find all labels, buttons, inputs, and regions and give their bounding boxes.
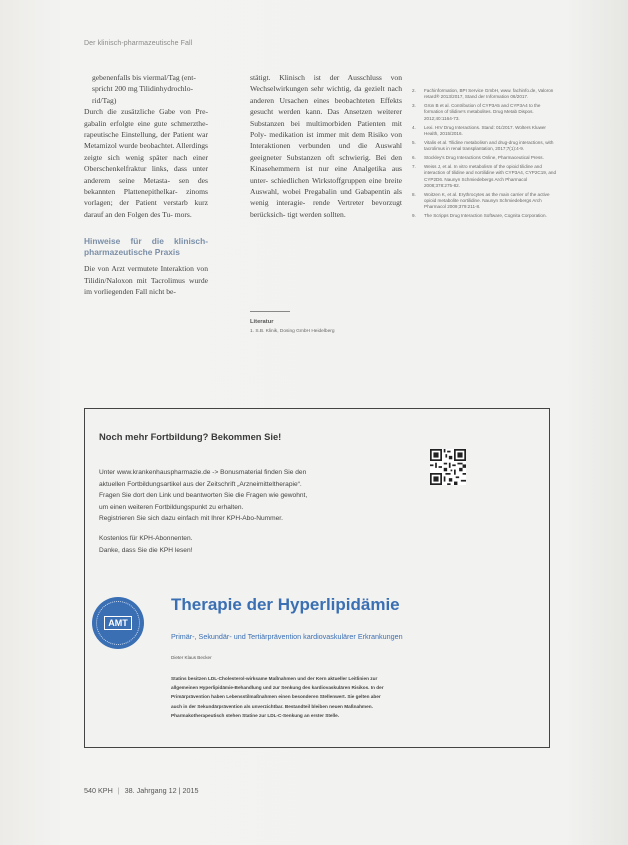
amt-logo-label: AMT bbox=[104, 616, 132, 630]
reference-text: Grün B et al. Contribution of CYP3A5 and CYP3A4 to the formation of tilidine's metabolites. Drug Metab Dispos. 2012;40:1164-73. bbox=[424, 103, 541, 121]
section-heading: Hinweise für die klinisch-pharmazeutische Praxis bbox=[84, 236, 208, 257]
book-abstract bbox=[171, 674, 441, 720]
reference-item bbox=[412, 88, 558, 101]
journal-volume: 38. Jahrgang 12 | 2015 bbox=[124, 786, 199, 795]
box-line: Danke, dass Sie die KPH lesen! bbox=[99, 546, 193, 554]
qr-code-icon[interactable] bbox=[430, 449, 466, 485]
reference-number: 7. bbox=[412, 163, 416, 169]
reference-number: 9. bbox=[412, 213, 416, 219]
body-paragraph: stätigt. Klinisch ist der Ausschluss von Wechselwirkungen sehr wichtig, da gezielt nach anderen Ursachen eines beobachteten Effekts gesucht werden kann. Das Ansetzen weiterer Substanzen bei multimorbiden Patienten mit Poly- medikation ist immer mit dem Risiko von Interaktionen verbunden und die Auswahl geeigneter Substanzen oft schwierig. Bei den Kinasehemmern ist nur eine Analgetika aus unter- schiedlichen Wirkstoffgruppen eine breite Auswahl, wobei Pregabalin und Gabapentin als wenig interagie- rende Vertreter bevorzugt berücksich- tigt werden sollten. bbox=[250, 73, 402, 219]
reference-number: 4. bbox=[412, 124, 416, 130]
book-title: Therapie der Hyperlipidämie bbox=[171, 595, 400, 614]
body-paragraph: Die von Arzt vermutete Interaktion von Tilidin/Naloxon mit Tacrolimus wurde im vorliegenden Fall nicht be- bbox=[84, 264, 208, 297]
abstract-line: auch in der Sekundärprävention als unverzichtbar. Bestandteil bleiben neuen Maßnahmen. bbox=[171, 703, 373, 709]
box-line: aktuellen Fortbildungsartikel aus der Zeitschrift „Arzneimitteltherapie“. bbox=[99, 480, 302, 488]
box-line: Fragen Sie dort den Link und beantworten Sie die Fragen wie gewohnt, bbox=[99, 492, 308, 500]
reference-text: Vitalis et al. Tilidine metabolism and drug-drug interactions, with tacrolimus in renal transplantation, 2017;7(1):4-9. bbox=[424, 139, 554, 152]
reference-number: 8. bbox=[412, 191, 416, 197]
body-paragraph: Durch die zusätzliche Gabe von Pre- gabalin erfolgte eine gute schmerzthe- rapeutische Einstellung, der Patient war Metamizol wurde beobachtet. Allerdings zeigte sich wenig später nach einer Oberschenkelfraktur links, dass unter anderem seine Metasta- sen des bekannten Plattenepithelkar- zinoms vorlagen; der Patient verstarb kurz darauf an den Folgen des Tu- mors. bbox=[84, 107, 208, 219]
text-line: gebenenfalls bis viermal/Tag (ent- bbox=[92, 73, 196, 82]
page-number: 540 bbox=[84, 786, 96, 795]
divider bbox=[250, 311, 290, 312]
box-line: Registrieren Sie sich dazu einfach mit Ihrer KPH-Abo-Nummer. bbox=[99, 515, 283, 523]
box-line: Unter www.krankenhauspharmazie.de -> Bonusmaterial finden Sie den bbox=[99, 469, 307, 476]
info-box bbox=[84, 408, 550, 748]
reference-text: Lexi. HIV Drug Interactions. Stand: 01/2017. Wolters Kluwer Health, 2015/2016. bbox=[424, 124, 546, 136]
reference-number: 5. bbox=[412, 139, 416, 145]
running-head: Der klinisch-pharmazeutische Fall bbox=[84, 40, 193, 47]
abstract-line: Statins besitzen LDL-Cholesterol-wirksame Maßnahmen und der Kern aktueller Leitlinien zur bbox=[171, 676, 378, 681]
box-body bbox=[99, 467, 399, 556]
reference-number: 2. bbox=[412, 88, 416, 93]
box-line: Kostenlos für KPH-Abonnenten. bbox=[99, 534, 193, 542]
text-line: rid/Tag) bbox=[92, 95, 117, 105]
abstract-line: Primärprävention haben Lebensstilmaßnahmen einen besonderen Stellenwert. Sie gelten aber bbox=[171, 694, 381, 700]
text-column-1 bbox=[84, 72, 208, 298]
text-column-2 bbox=[250, 72, 402, 220]
reference-text: Stockley's Drug Interactions Online, Pharmaceutical Press. bbox=[424, 155, 544, 161]
book-subtitle: Primär-, Sekundär- und Tertiärprävention kardiovaskulärer Erkrankungen bbox=[171, 632, 403, 641]
amt-logo bbox=[92, 597, 144, 649]
reference-text: Weiss J, et al. In vitro metabolism of the opioid tilidine and interaction of tilidine and nortilidine with CYP3A4, CYP2C19, and CYP2D6. Naunyn Schmiedebergs Arch Pharmacol 2008;378:275-82. bbox=[424, 163, 557, 188]
text-line: spricht 200 mg Tilidinhydrochlo- bbox=[92, 84, 194, 94]
reference-item bbox=[412, 103, 558, 122]
box-line: um einen weiteren Fortbildungspunkt zu erhalten. bbox=[99, 503, 244, 511]
abstract-line: Pharmakotherapeutisch stehen Statine zur LDL-C-Senkung an erster Stelle. bbox=[171, 712, 340, 718]
reference-number: 3. bbox=[412, 103, 416, 109]
reference-text: Woitzen K, et al. Erythrocytes as the main carrier of the active opioid metabolite nortilidine. Naunyn Schmiedebergs Arch Pharmacol 2009;379:211-8. bbox=[424, 191, 550, 210]
journal-name: KPH bbox=[98, 786, 113, 795]
reference-text: The Scripps Drug Interaction Software, Cognita Corporation. bbox=[424, 213, 547, 219]
reference-item bbox=[412, 155, 558, 161]
references-list bbox=[412, 88, 558, 222]
box-title: Noch mehr Fortbildung? Bekommen Sie! bbox=[99, 431, 282, 442]
literature-item: 1. S.B. Klinik, Dosing GmbH Heidelberg bbox=[250, 329, 335, 334]
literature-heading: Literatur bbox=[250, 319, 274, 325]
reference-text: Fachinformation, BPI Service GmbH, www. fachinfo.de, Valoron retard® 2013/2017, Stand der Information 06/2017. bbox=[424, 88, 554, 100]
reference-item bbox=[412, 125, 558, 138]
page-footer: 540 KPH | 38. Jahrgang 12 | 2015 bbox=[84, 786, 199, 795]
reference-item bbox=[412, 164, 558, 189]
reference-item bbox=[412, 213, 558, 219]
book-author: Dieter Klaus Becker bbox=[171, 655, 212, 660]
reference-item bbox=[412, 140, 558, 153]
reference-number: 6. bbox=[412, 155, 416, 161]
reference-item bbox=[412, 192, 558, 211]
abstract-line: allgemeinen Hyperlipidämie-Behandlung und zur Senkung des kardiovaskulären Risikos. In der bbox=[171, 685, 384, 691]
